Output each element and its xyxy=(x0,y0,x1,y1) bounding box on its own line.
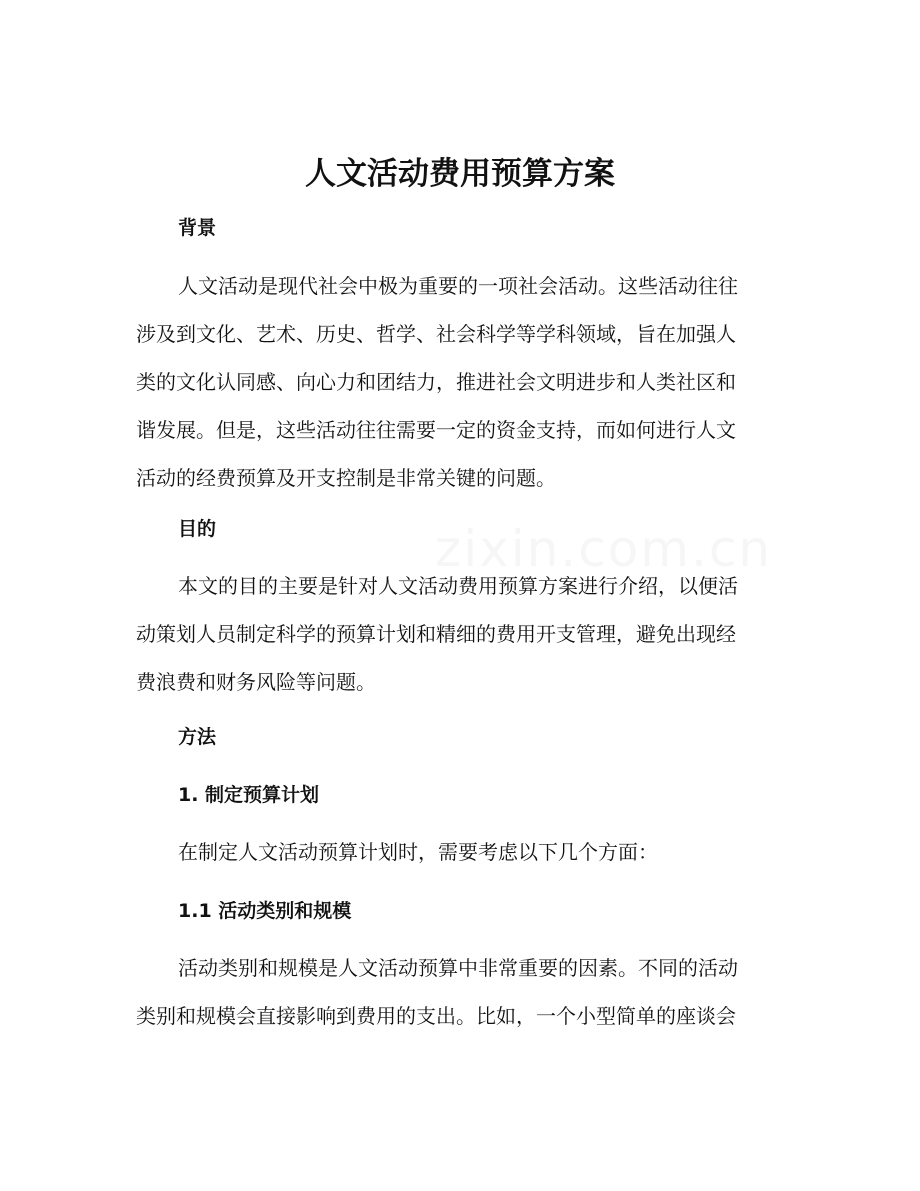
heading-background: 背景 xyxy=(178,217,217,239)
document-title: 人文活动费用预算方案 xyxy=(305,156,615,192)
text-line: 本文的目的主要是针对人文活动费用预算方案进行介绍，以便活 xyxy=(178,574,738,598)
text-line: 类别和规模会直接影响到费用的支出。比如，一个小型简单的座谈会 xyxy=(136,1004,736,1028)
heading-purpose: 目的 xyxy=(178,518,217,540)
text-line: 活动类别和规模是人文活动预算中非常重要的因素。不同的活动 xyxy=(178,956,738,980)
subheading-activity-type-scale: 1.1 活动类别和规模 xyxy=(178,900,352,922)
paragraph-purpose xyxy=(136,562,770,706)
heading-method: 方法 xyxy=(178,726,217,748)
paragraph-budget-plan-intro xyxy=(136,828,770,876)
watermark: zixin.com.cn xyxy=(435,520,773,578)
text-line: 在制定人文活动预算计划时，需要考虑以下几个方面： xyxy=(178,840,658,864)
text-line: 活动的经费预算及开支控制是非常关键的问题。 xyxy=(136,466,556,490)
text-line: 费浪费和财务风险等问题。 xyxy=(136,670,376,694)
text-line: 人文活动是现代社会中极为重要的一项社会活动。这些活动往往 xyxy=(178,274,738,298)
text-line: 类的文化认同感、向心力和团结力，推进社会文明进步和人类社区和 xyxy=(136,370,736,394)
text-line: 涉及到文化、艺术、历史、哲学、社会科学等学科领域，旨在加强人 xyxy=(136,322,736,346)
paragraph-activity-type-scale xyxy=(136,944,770,1040)
text-line: 动策划人员制定科学的预算计划和精细的费用开支管理，避免出现经 xyxy=(136,622,736,646)
text-line: 谐发展。但是，这些活动往往需要一定的资金支持，而如何进行人文 xyxy=(136,418,736,442)
paragraph-background xyxy=(136,262,770,502)
subheading-make-budget-plan: 1. 制定预算计划 xyxy=(178,784,320,806)
